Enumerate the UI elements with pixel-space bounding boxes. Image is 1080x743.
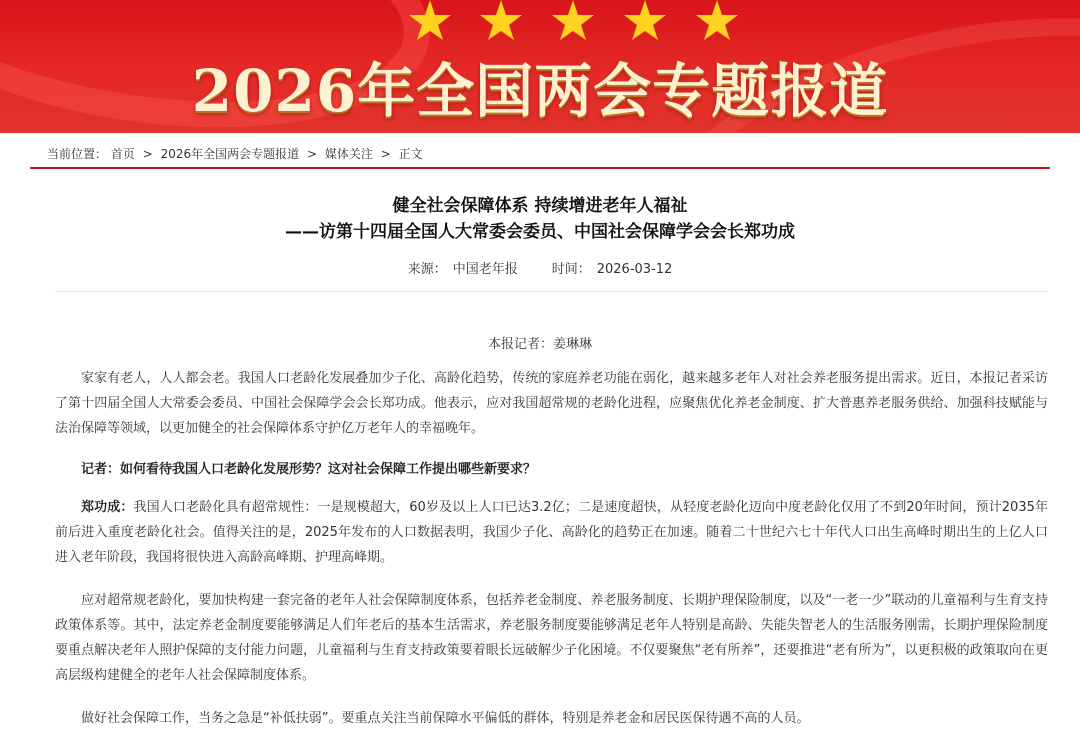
paragraph-text: 家家有老人，人人都会老。我国人口老龄化发展叠加少子化、高龄化趋势，传统的家庭养老功能在弱化，越来越多老年人对社会养老服务提出需求。近日，本报记者采访了第十四届全国人大常委会委员、中国社会保障学会会长郑功成。他表示，应对我国超常规的老龄化进程，应聚焦优化养老金制度、扩大普惠养老服务供给、加强科技赋能与法治保障等领域，以更加健全的社会保障体系守护亿万老年人的幸福晚年。 [55, 371, 1048, 436]
star-icon [623, 0, 667, 42]
star-icon [408, 0, 452, 42]
star-icon [695, 0, 739, 42]
article-title: 健全社会保障体系 持续增进老年人福祉 [392, 196, 688, 216]
breadcrumb-separator: > [142, 147, 153, 161]
star-icon [479, 0, 523, 42]
banner-title: 2026年全国两会专题报道 [191, 57, 889, 125]
source-label: 来源： [407, 262, 447, 277]
paragraph-text: 做好社会保障工作，当务之急是“补低扶弱”。要重点关注当前保障水平偏低的群体，特别是养老金和居民医保待遇不高的人员。 [81, 711, 810, 726]
interview-answer [55, 495, 1048, 570]
reporter-byline: 本报记者：姜琳琳 [487, 337, 592, 352]
article-subtitle: ——访第十四届全国人大常委会委员、中国社会保障学会会长郑功成 [285, 222, 795, 242]
breadcrumb-item-home[interactable]: 首页 [110, 147, 135, 161]
breadcrumb-prefix: 当前位置： [47, 147, 108, 161]
article-paragraph [55, 366, 1048, 441]
interview-question [55, 457, 1048, 482]
article-paragraph [55, 706, 1048, 731]
breadcrumb-divider [30, 167, 1050, 169]
time-label: 时间： [551, 262, 591, 277]
meta-divider [55, 291, 1048, 292]
header-banner [0, 0, 1080, 133]
breadcrumb-separator: > [380, 147, 391, 161]
question-text: 记者：如何看待我国人口老龄化发展形势？这对社会保障工作提出哪些新要求？ [81, 462, 537, 477]
speaker-label: 郑功成： [81, 500, 134, 515]
article-paragraph [55, 588, 1048, 688]
star-icon [551, 0, 595, 42]
answer-text: 我国人口老龄化具有超常规性：一是规模超大，60岁及以上人口已达3.2亿；二是速度超快，从轻度老龄化迈向中度老龄化仅用了不到20年时间，预计2035年前后进入重度老龄化社会。值得关注的是，2025年发布的人口数据表明，我国少子化、高龄化的趋势正在加速。随着二十世纪六七十年代人口出生高峰时期出生的上亿人口进入老年阶段，我国将很快进入高龄高峰期、护理高峰期。 [55, 500, 1048, 565]
paragraph-text: 应对超常规老龄化，要加快构建一套完备的老年人社会保障制度体系，包括养老金制度、养老服务制度、长期护理保险制度，以及“一老一少”联动的儿童福利与生育支持政策体系等。其中，法定养老金制度要能够满足人们年老后的基本生活需求，养老服务制度要能够满足老年人特别是高龄、失能失智老人的生活服务刚需，长期护理保险制度要重点解决老年人照护保障的支付能力问题，儿童福利与生育支持政策要着眼长远破解少子化困境。不仅要聚焦“老有所养”，还要推进“老有所为”，以更积极的政策取向在更高层级构建健全的老年人社会保障制度体系。 [55, 593, 1048, 683]
banner-stars [400, 0, 760, 44]
breadcrumb-item-topic[interactable]: 2026年全国两会专题报道 [160, 147, 300, 161]
breadcrumb [47, 145, 423, 162]
article-meta [0, 258, 1080, 277]
source-value: 中国老年报 [452, 262, 518, 277]
breadcrumb-item-media[interactable]: 媒体关注 [324, 147, 373, 161]
time-value: 2026-03-12 [596, 262, 673, 277]
breadcrumb-item-current: 正文 [398, 147, 423, 161]
breadcrumb-separator: > [306, 147, 318, 161]
